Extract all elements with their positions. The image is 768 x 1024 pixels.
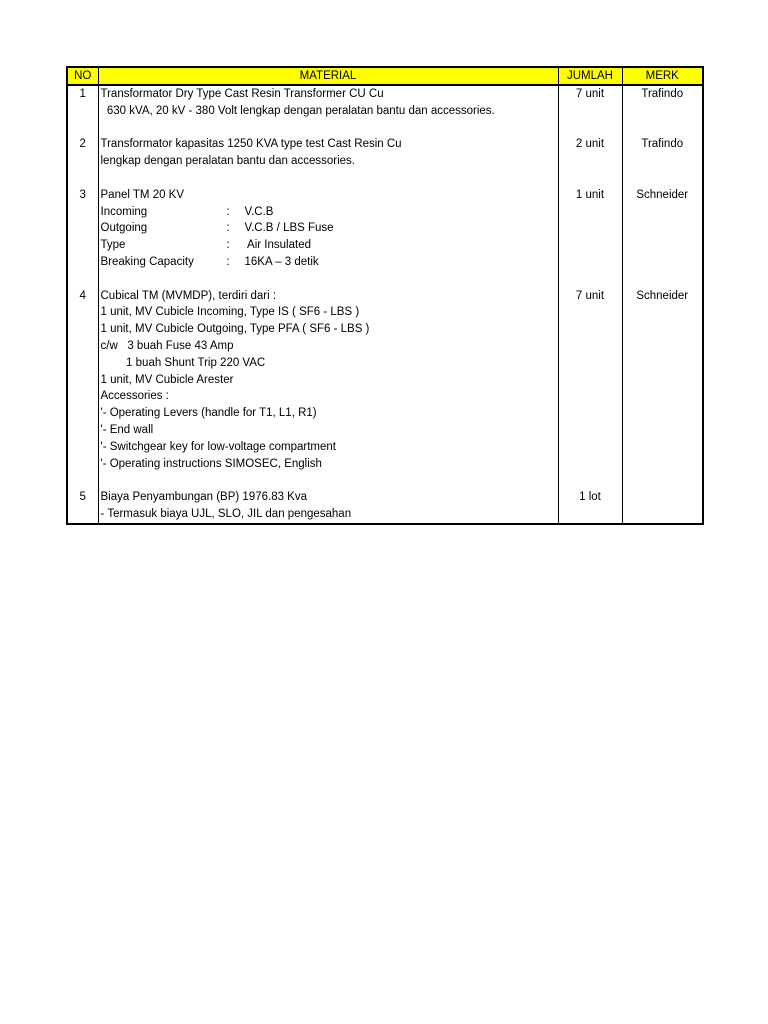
header-merk: MERK (622, 67, 703, 85)
row-merk: Trafindo (622, 85, 703, 120)
material-line: '- Operating instructions SIMOSEC, English (100, 457, 322, 470)
row-jumlah: 2 unit (558, 136, 622, 170)
row-jumlah: 1 unit (558, 187, 622, 271)
spec-row (101, 220, 556, 237)
row-number: 2 (67, 136, 98, 170)
spec-row (101, 204, 556, 221)
row-jumlah: 7 unit (558, 85, 622, 120)
material-line: Cubical TM (MVMDP), terdiri dari : (100, 289, 277, 302)
row-merk: Schneider (622, 187, 703, 271)
spec-row (101, 254, 556, 271)
header-no: NO (67, 67, 98, 85)
material-line: Transformator kapasitas 1250 KVA type test Cast Resin Cu (100, 138, 402, 151)
spec-value: V.C.B (244, 205, 274, 218)
material-line: 1 unit, MV Cubicle Arester (100, 373, 234, 386)
spec-key: Type (100, 239, 126, 252)
row-material (98, 288, 558, 473)
row-spacer (67, 170, 703, 187)
row-spacer (67, 472, 703, 489)
material-line: '- End wall (100, 423, 154, 436)
spec-sep: : (226, 222, 230, 235)
spec-key: Breaking Capacity (100, 255, 194, 268)
material-line: Accessories : (100, 390, 169, 403)
row-number: 3 (67, 187, 98, 271)
document-sheet (66, 66, 702, 525)
table-header (67, 67, 703, 85)
table-row (67, 187, 703, 271)
row-merk: Schneider (622, 288, 703, 473)
material-line: 630 kVA, 20 kV - 380 Volt lengkap dengan peralatan bantu dan accessories. (100, 104, 495, 117)
material-line: '- Operating Levers (handle for T1, L1, R1) (100, 407, 317, 420)
spec-sep: : (226, 255, 230, 268)
row-merk (622, 489, 703, 524)
table-row (67, 136, 703, 170)
table-row (67, 288, 703, 473)
row-material (98, 136, 558, 170)
row-jumlah: 1 lot (558, 489, 622, 524)
table-row (67, 489, 703, 524)
row-material (98, 489, 558, 524)
spec-row (101, 237, 556, 254)
material-line: Panel TM 20 KV (100, 188, 185, 201)
row-number: 4 (67, 288, 98, 473)
row-number: 1 (67, 85, 98, 120)
row-spacer (67, 120, 703, 137)
spec-sep: : (226, 239, 230, 252)
material-line: Transformator Dry Type Cast Resin Transformer CU Cu (100, 88, 384, 100)
row-spacer (67, 271, 703, 288)
material-line: '- Switchgear key for low-voltage compartment (100, 440, 336, 453)
spec-value: 16KA – 3 detik (244, 255, 319, 268)
spec-key: Incoming (100, 205, 148, 218)
material-line: 1 buah Shunt Trip 220 VAC (100, 356, 266, 369)
spec-key: Outgoing (100, 222, 148, 235)
spec-value: Air Insulated (244, 239, 311, 252)
material-line: lengkap dengan peralatan bantu dan accessories. (100, 155, 355, 168)
header-jumlah: JUMLAH (558, 67, 622, 85)
material-line: Biaya Penyambungan (BP) 1976.83 Kva (100, 491, 307, 504)
table-body (67, 85, 703, 524)
material-line: - Termasuk biaya UJL, SLO, JIL dan pengesahan (100, 507, 352, 520)
row-number: 5 (67, 489, 98, 524)
header-material: MATERIAL (98, 67, 558, 85)
spec-value: V.C.B / LBS Fuse (244, 222, 334, 235)
material-line: c/w 3 buah Fuse 43 Amp (100, 339, 234, 352)
row-merk: Trafindo (622, 136, 703, 170)
material-line: 1 unit, MV Cubicle Outgoing, Type PFA ( SF6 - LBS ) (100, 323, 370, 336)
materials-table (66, 66, 704, 525)
row-material (98, 187, 558, 271)
table-row (67, 85, 703, 120)
spec-sep: : (226, 205, 230, 218)
material-line: 1 unit, MV Cubicle Incoming, Type IS ( SF6 - LBS ) (100, 306, 360, 319)
row-material (98, 85, 558, 120)
row-jumlah: 7 unit (558, 288, 622, 473)
